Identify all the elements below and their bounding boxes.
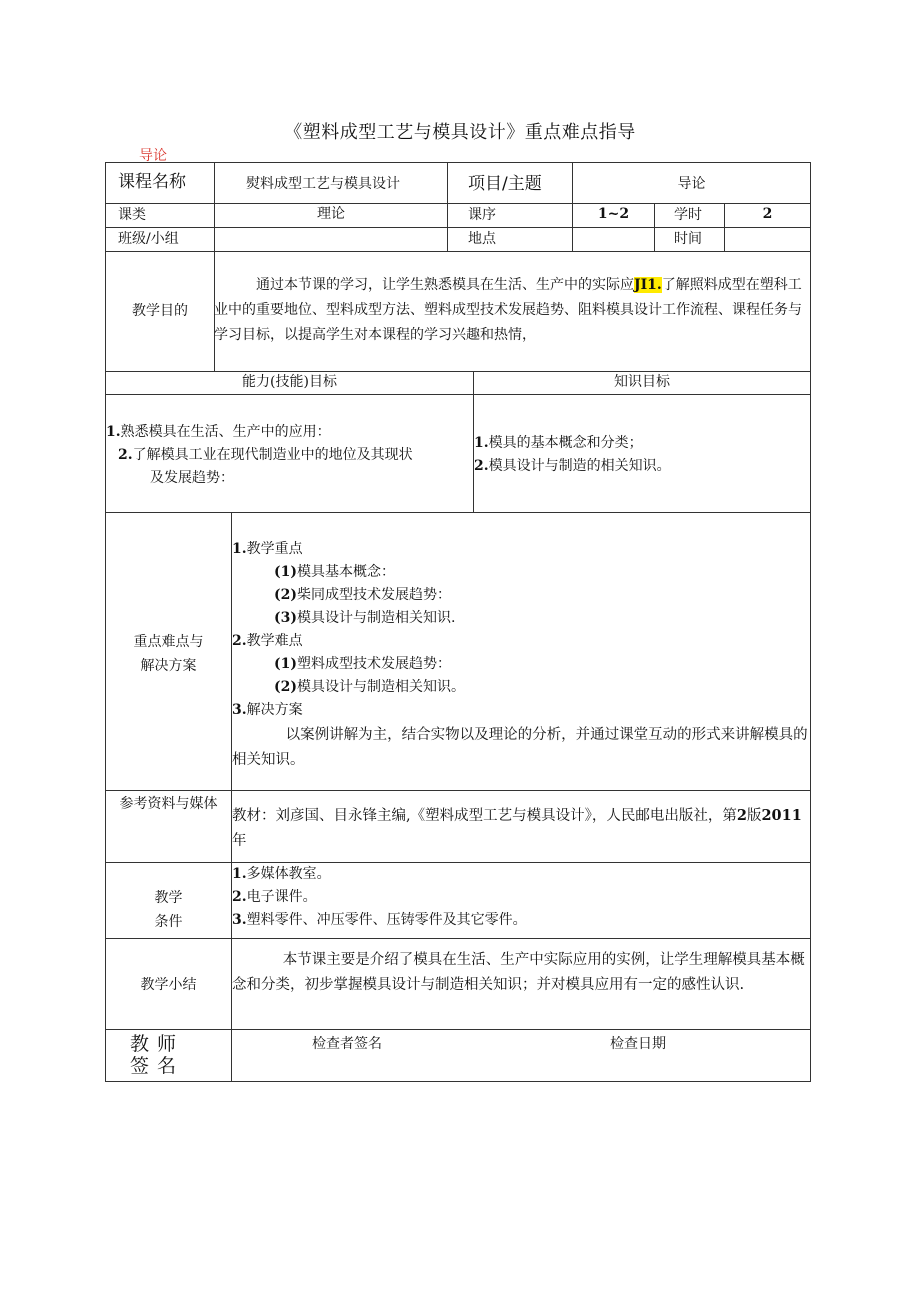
keypoints-s2-title: 教学难点 <box>246 633 303 649</box>
knowledge-item-2: 模具设计与制造的相关知识。 <box>488 458 671 474</box>
hours-label: 学时 <box>674 207 702 223</box>
conditions-item1-num: 1. <box>232 866 247 882</box>
keypoints-s3-num: 3. <box>232 702 247 718</box>
course-name-value: 熨料成型工艺与模具设计 <box>246 176 400 192</box>
keypoints-s1-item3-num: (3) <box>274 610 297 626</box>
keypoints-label-line2: 解决方案 <box>140 658 197 674</box>
ability-item-1-num: 1. <box>106 424 121 440</box>
keypoints-s1-item3: 模具设计与制造相关知识. <box>297 610 456 626</box>
ability-goals-list <box>106 421 473 490</box>
project-label: 项目/主题 <box>468 174 542 194</box>
keypoints-label <box>106 630 231 678</box>
place-label: 地点 <box>468 231 496 247</box>
summary-text <box>232 948 810 998</box>
conditions-item2: 电子课件。 <box>246 889 317 905</box>
knowledge-item-1: 模具的基本概念和分类； <box>488 435 643 451</box>
teacher-signature-line1: 教 师 <box>130 1033 178 1055</box>
keypoints-s2-item1: 塑料成型技术发展趋势： <box>297 656 451 672</box>
hours-value: 2 <box>762 206 773 222</box>
conditions-item1: 多媒体教室。 <box>246 866 331 882</box>
keypoints-s3-text: 以案例讲解为主，结合实物以及理论的分析，并通过课堂互动的形式来讲解模具的相关知识。 <box>232 727 808 768</box>
project-value: 导论 <box>677 176 706 192</box>
knowledge-item-2-num: 2. <box>474 458 489 474</box>
course-name-label: 课程名称 <box>118 172 186 192</box>
document-title: 《塑料成型工艺与模具设计》重点难点指导 <box>284 122 636 143</box>
keypoints-content <box>232 538 810 773</box>
conditions-label-line2: 条件 <box>154 914 183 930</box>
purpose-label: 教学目的 <box>132 303 188 319</box>
section-tag: 导论 <box>139 148 167 164</box>
knowledge-item-1-num: 1. <box>474 435 489 451</box>
keypoints-s1-item2: 柴同成型技术发展趋势： <box>297 587 451 603</box>
knowledge-goals-header: 知识目标 <box>614 374 670 390</box>
keypoints-s3-title: 解决方案 <box>246 702 303 718</box>
checker-signature-label: 检查者签名 <box>312 1036 382 1052</box>
keypoints-s1-item2-num: (2) <box>274 587 297 603</box>
references-text-a: 教材：刘彦国、目永锋主编,《塑料成型工艺与模具设计》，人民邮电出版社，第 <box>232 808 737 824</box>
ability-item-2-tail: 及发展趋势： <box>150 470 234 486</box>
ability-item-2-num: 2. <box>118 447 133 463</box>
teacher-signature-label <box>130 1033 220 1077</box>
time-label: 时间 <box>674 231 702 247</box>
lesson-plan-table <box>105 162 811 1082</box>
conditions-label <box>106 886 231 934</box>
conditions-list <box>232 863 810 932</box>
summary-paragraph: 本节课主要是介绍了模具在生活、生产中实际应用的实例，让学生理解模具基本概念和分类，初步掌握模具设计与制造相关知识；并对模具应用有一定的感性认识. <box>232 952 805 993</box>
summary-label: 教学小结 <box>140 977 197 993</box>
ability-goals-header: 能力(技能)目标 <box>242 374 337 390</box>
knowledge-goals-list <box>474 432 810 478</box>
references-label: 参考资料与媒体 <box>119 796 218 812</box>
purpose-text <box>214 273 810 348</box>
references-edition: 2 <box>736 807 747 824</box>
keypoints-s1-item1-num: (1) <box>274 564 297 580</box>
keypoints-s1-item1: 模具基本概念： <box>297 564 395 580</box>
order-value: 1~2 <box>597 206 630 222</box>
references-text-c: 年 <box>232 833 247 849</box>
highlight-mark: JI1. <box>634 277 662 293</box>
conditions-item2-num: 2. <box>232 889 247 905</box>
keypoints-s2-item2-num: (2) <box>274 679 297 695</box>
references-year: 2011 <box>761 807 802 824</box>
keypoints-s1-num: 1. <box>232 541 247 557</box>
keypoints-s2-item2: 模具设计与制造相关知识。 <box>297 679 465 695</box>
order-label: 课序 <box>468 207 496 223</box>
type-label: 课类 <box>118 207 146 223</box>
keypoints-s2-item1-num: (1) <box>274 656 297 672</box>
teacher-signature-line2: 签 名 <box>130 1055 178 1077</box>
keypoints-s2-num: 2. <box>232 633 247 649</box>
purpose-text-a: 通过本节课的学习，让学生熟悉模具在生活、生产中的实际应 <box>256 277 634 293</box>
check-date-label: 检查日期 <box>610 1036 666 1052</box>
references-text-b: 版 <box>746 808 762 824</box>
conditions-item3: 塑料零件、冲压零件、压铸零件及其它零件。 <box>246 912 527 928</box>
references-text <box>232 803 810 854</box>
keypoints-label-line1: 重点难点与 <box>133 634 204 650</box>
ability-item-1: 熟悉模具在生活、生产中的应用： <box>120 424 331 440</box>
keypoints-s1-title: 教学重点 <box>246 541 303 557</box>
conditions-label-line1: 教学 <box>154 890 183 906</box>
ability-item-2: 了解模具工业在现代制造业中的地位及其现状 <box>132 447 413 463</box>
conditions-item3-num: 3. <box>232 912 247 928</box>
type-value: 理论 <box>317 206 345 222</box>
purpose-text-b: 了解照料成型在塑科工业中的重要地位、型料成型方法、塑料成型技术发展趋势、阻料模具设计工作流程、课程任务与学习目标，以提高学生对本课程的学习兴趣和热情， <box>214 277 802 343</box>
class-label: 班级/小组 <box>118 231 179 247</box>
